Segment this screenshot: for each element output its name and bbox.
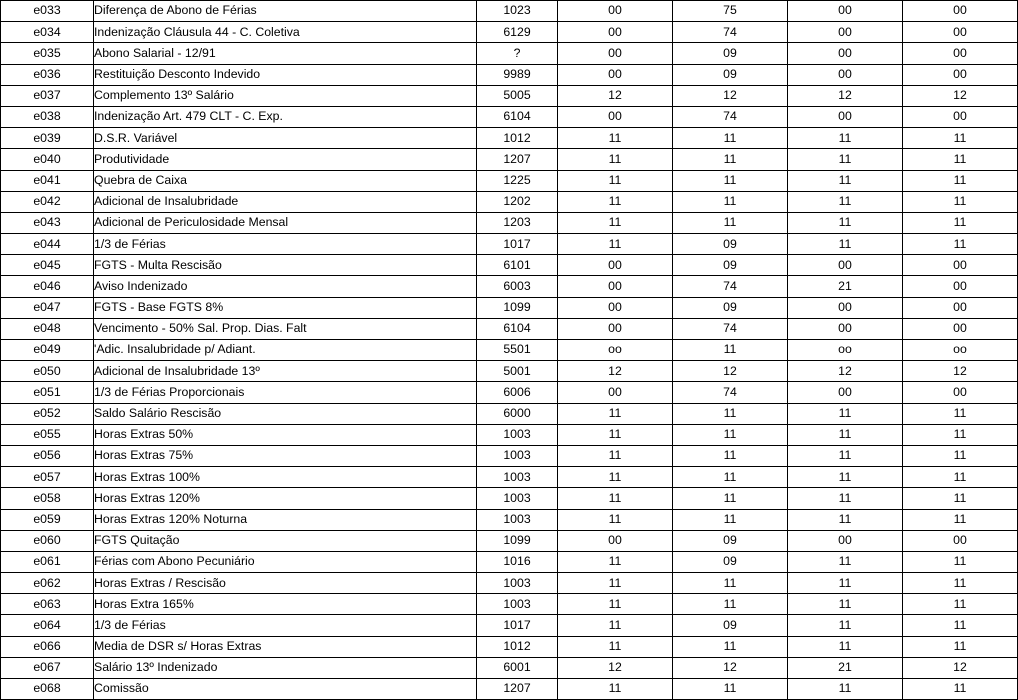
cell-value-4: 11 (903, 191, 1018, 212)
cell-value-2: 11 (673, 445, 788, 466)
cell-value-4: 00 (903, 297, 1018, 318)
cell-value-3: 11 (788, 191, 903, 212)
cell-value-1: 11 (558, 636, 673, 657)
cell-description: Salário 13º Indenizado (94, 657, 477, 678)
cell-value-4: 12 (903, 361, 1018, 382)
cell-value-3: 11 (788, 551, 903, 572)
table-row (1, 361, 1018, 382)
cell-value-3: 12 (788, 85, 903, 106)
cell-number: 1099 (477, 297, 558, 318)
cell-value-1: oo (558, 340, 673, 361)
cell-value-1: 11 (558, 679, 673, 700)
cell-value-4: 11 (903, 636, 1018, 657)
cell-value-3: 00 (788, 255, 903, 276)
table-row (1, 276, 1018, 297)
cell-description: Indenização Cláusula 44 - C. Coletiva (94, 22, 477, 43)
cell-number: 1016 (477, 551, 558, 572)
table-row (1, 1, 1018, 22)
cell-description: 1/3 de Férias Proporcionais (94, 382, 477, 403)
cell-number: 1003 (477, 509, 558, 530)
cell-value-2: 74 (673, 106, 788, 127)
cell-value-2: 11 (673, 424, 788, 445)
cell-value-3: 00 (788, 530, 903, 551)
cell-code: e049 (1, 340, 94, 361)
cell-description: Horas Extras / Rescisão (94, 573, 477, 594)
cell-code: e033 (1, 1, 94, 22)
cell-description: Saldo Salário Rescisão (94, 403, 477, 424)
cell-value-3: 00 (788, 1, 903, 22)
cell-description: 1/3 de Férias (94, 234, 477, 255)
cell-value-3: 11 (788, 149, 903, 170)
cell-value-4: 00 (903, 106, 1018, 127)
cell-value-4: 11 (903, 615, 1018, 636)
cell-number: 1003 (477, 467, 558, 488)
cell-value-3: 11 (788, 636, 903, 657)
cell-description: Adicional de Insalubridade 13º (94, 361, 477, 382)
cell-code: e041 (1, 170, 94, 191)
cell-value-3: 00 (788, 43, 903, 64)
table-row (1, 509, 1018, 530)
cell-code: e037 (1, 85, 94, 106)
cell-description: Quebra de Caixa (94, 170, 477, 191)
cell-value-2: 11 (673, 573, 788, 594)
cell-value-3: 00 (788, 382, 903, 403)
cell-value-3: 11 (788, 170, 903, 191)
cell-number: 6129 (477, 22, 558, 43)
cell-description: FGTS Quitação (94, 530, 477, 551)
cell-value-1: 00 (558, 276, 673, 297)
cell-code: e068 (1, 679, 94, 700)
cell-description: FGTS - Multa Rescisão (94, 255, 477, 276)
cell-value-2: 09 (673, 297, 788, 318)
table-row (1, 551, 1018, 572)
cell-code: e058 (1, 488, 94, 509)
cell-description: D.S.R. Variável (94, 128, 477, 149)
cell-description: Adicional de Insalubridade (94, 191, 477, 212)
cell-value-1: 11 (558, 170, 673, 191)
cell-value-1: 11 (558, 615, 673, 636)
cell-description: Diferença de Abono de Férias (94, 1, 477, 22)
table-row (1, 467, 1018, 488)
cell-value-2: 12 (673, 85, 788, 106)
cell-value-2: 11 (673, 170, 788, 191)
cell-description: 'Adic. Insalubridade p/ Adiant. (94, 340, 477, 361)
cell-value-1: 11 (558, 445, 673, 466)
cell-value-4: 12 (903, 85, 1018, 106)
cell-value-4: 11 (903, 573, 1018, 594)
cell-value-1: 00 (558, 22, 673, 43)
table-row (1, 340, 1018, 361)
cell-code: e066 (1, 636, 94, 657)
cell-number: 1003 (477, 424, 558, 445)
cell-code: e042 (1, 191, 94, 212)
cell-value-4: 00 (903, 255, 1018, 276)
cell-value-1: 00 (558, 64, 673, 85)
cell-value-1: 12 (558, 657, 673, 678)
cell-description: Produtividade (94, 149, 477, 170)
cell-code: e061 (1, 551, 94, 572)
table-row (1, 382, 1018, 403)
cell-value-4: 12 (903, 657, 1018, 678)
cell-value-2: 11 (673, 212, 788, 233)
table-row (1, 149, 1018, 170)
cell-value-2: 09 (673, 551, 788, 572)
cell-value-2: 74 (673, 318, 788, 339)
cell-value-4: 00 (903, 22, 1018, 43)
cell-value-3: 11 (788, 573, 903, 594)
cell-value-2: 11 (673, 488, 788, 509)
table-row (1, 445, 1018, 466)
cell-value-1: 11 (558, 488, 673, 509)
cell-number: 1207 (477, 149, 558, 170)
table-row (1, 679, 1018, 700)
cell-value-2: 09 (673, 234, 788, 255)
cell-description: Horas Extras 50% (94, 424, 477, 445)
cell-value-1: 00 (558, 106, 673, 127)
cell-value-4: 11 (903, 149, 1018, 170)
cell-description: Restituição Desconto Indevido (94, 64, 477, 85)
cell-number: 1203 (477, 212, 558, 233)
table-row (1, 594, 1018, 615)
cell-value-1: 12 (558, 361, 673, 382)
cell-number: 1003 (477, 445, 558, 466)
cell-value-3: 00 (788, 64, 903, 85)
cell-description: Media de DSR s/ Horas Extras (94, 636, 477, 657)
cell-code: e056 (1, 445, 94, 466)
table-row (1, 488, 1018, 509)
cell-value-1: 11 (558, 573, 673, 594)
cell-value-3: 11 (788, 212, 903, 233)
cell-number: 1225 (477, 170, 558, 191)
cell-value-4: 00 (903, 530, 1018, 551)
cell-value-4: 11 (903, 509, 1018, 530)
cell-number: 6006 (477, 382, 558, 403)
cell-value-2: 09 (673, 615, 788, 636)
table-row (1, 22, 1018, 43)
cell-code: e067 (1, 657, 94, 678)
cell-number: 5501 (477, 340, 558, 361)
cell-code: e057 (1, 467, 94, 488)
cell-description: Horas Extras 75% (94, 445, 477, 466)
cell-value-1: 00 (558, 255, 673, 276)
cell-description: Adicional de Periculosidade Mensal (94, 212, 477, 233)
cell-number: ? (477, 43, 558, 64)
table-row (1, 657, 1018, 678)
cell-value-2: 11 (673, 403, 788, 424)
cell-code: e062 (1, 573, 94, 594)
cell-value-1: 11 (558, 424, 673, 445)
cell-value-1: 11 (558, 191, 673, 212)
cell-code: e064 (1, 615, 94, 636)
cell-code: e050 (1, 361, 94, 382)
table-row (1, 297, 1018, 318)
cell-value-1: 11 (558, 509, 673, 530)
cell-value-4: 00 (903, 318, 1018, 339)
cell-value-2: 74 (673, 382, 788, 403)
cell-value-2: 11 (673, 594, 788, 615)
cell-value-4: 11 (903, 594, 1018, 615)
cell-value-3: 00 (788, 318, 903, 339)
cell-value-3: oo (788, 340, 903, 361)
cell-value-3: 11 (788, 679, 903, 700)
cell-value-4: 11 (903, 679, 1018, 700)
cell-description: FGTS - Base FGTS 8% (94, 297, 477, 318)
cell-description: Horas Extras 120% (94, 488, 477, 509)
cell-value-2: 11 (673, 149, 788, 170)
cell-code: e036 (1, 64, 94, 85)
cell-value-4: 11 (903, 551, 1018, 572)
cell-code: e060 (1, 530, 94, 551)
cell-value-1: 11 (558, 594, 673, 615)
table-row (1, 85, 1018, 106)
table-row (1, 424, 1018, 445)
table-row (1, 615, 1018, 636)
cell-value-3: 11 (788, 424, 903, 445)
cell-value-2: 09 (673, 64, 788, 85)
cell-code: e040 (1, 149, 94, 170)
cell-value-2: 11 (673, 679, 788, 700)
cell-value-2: 11 (673, 509, 788, 530)
cell-value-4: 00 (903, 276, 1018, 297)
cell-description: Horas Extras 100% (94, 467, 477, 488)
cell-value-2: 75 (673, 1, 788, 22)
cell-number: 6101 (477, 255, 558, 276)
table-row (1, 43, 1018, 64)
cell-value-3: 11 (788, 615, 903, 636)
table-row (1, 636, 1018, 657)
cell-value-4: 00 (903, 382, 1018, 403)
cell-value-2: 11 (673, 340, 788, 361)
cell-description: Indenização Art. 479 CLT - C. Exp. (94, 106, 477, 127)
cell-number: 1012 (477, 636, 558, 657)
cell-number: 6003 (477, 276, 558, 297)
cell-value-1: 11 (558, 234, 673, 255)
cell-number: 1003 (477, 488, 558, 509)
cell-value-4: 11 (903, 445, 1018, 466)
cell-description: Horas Extras 120% Noturna (94, 509, 477, 530)
cell-number: 9989 (477, 64, 558, 85)
cell-value-4: oo (903, 340, 1018, 361)
cell-number: 1202 (477, 191, 558, 212)
cell-number: 1017 (477, 615, 558, 636)
cell-code: e063 (1, 594, 94, 615)
cell-value-1: 00 (558, 43, 673, 64)
cell-description: Comissão (94, 679, 477, 700)
cell-number: 1207 (477, 679, 558, 700)
cell-value-1: 11 (558, 149, 673, 170)
table-row (1, 128, 1018, 149)
cell-description: Aviso Indenizado (94, 276, 477, 297)
cell-value-1: 11 (558, 212, 673, 233)
cell-value-2: 09 (673, 255, 788, 276)
cell-code: e048 (1, 318, 94, 339)
cell-description: Horas Extra 165% (94, 594, 477, 615)
cell-value-3: 11 (788, 488, 903, 509)
cell-value-2: 11 (673, 467, 788, 488)
cell-code: e035 (1, 43, 94, 64)
table-row (1, 106, 1018, 127)
cell-value-4: 11 (903, 467, 1018, 488)
cell-number: 1003 (477, 573, 558, 594)
cell-value-4: 11 (903, 488, 1018, 509)
cell-number: 6104 (477, 106, 558, 127)
cell-value-1: 00 (558, 318, 673, 339)
cell-value-4: 11 (903, 212, 1018, 233)
cell-value-4: 11 (903, 424, 1018, 445)
cell-value-2: 12 (673, 361, 788, 382)
table-row (1, 573, 1018, 594)
cell-value-3: 11 (788, 234, 903, 255)
cell-code: e039 (1, 128, 94, 149)
cell-description: Complemento 13º Salário (94, 85, 477, 106)
table-row (1, 318, 1018, 339)
cell-value-1: 00 (558, 382, 673, 403)
cell-value-3: 21 (788, 276, 903, 297)
cell-value-2: 11 (673, 128, 788, 149)
cell-value-2: 74 (673, 22, 788, 43)
cell-code: e055 (1, 424, 94, 445)
cell-value-1: 11 (558, 128, 673, 149)
cell-value-4: 11 (903, 403, 1018, 424)
cell-value-3: 00 (788, 106, 903, 127)
cell-number: 6001 (477, 657, 558, 678)
cell-value-1: 00 (558, 530, 673, 551)
cell-number: 1023 (477, 1, 558, 22)
cell-number: 5001 (477, 361, 558, 382)
cell-value-2: 11 (673, 191, 788, 212)
cell-value-4: 11 (903, 170, 1018, 191)
cell-code: e034 (1, 22, 94, 43)
table-row (1, 530, 1018, 551)
cell-description: Abono Salarial - 12/91 (94, 43, 477, 64)
cell-code: e051 (1, 382, 94, 403)
cell-code: e047 (1, 297, 94, 318)
table-row (1, 255, 1018, 276)
cell-value-3: 11 (788, 467, 903, 488)
cell-value-3: 12 (788, 361, 903, 382)
cell-value-3: 11 (788, 403, 903, 424)
table-body (1, 1, 1018, 700)
cell-value-1: 11 (558, 551, 673, 572)
cell-value-1: 11 (558, 467, 673, 488)
cell-number: 5005 (477, 85, 558, 106)
cell-description: 1/3 de Férias (94, 615, 477, 636)
cell-code: e043 (1, 212, 94, 233)
cell-number: 1099 (477, 530, 558, 551)
cell-number: 1017 (477, 234, 558, 255)
cell-number: 6104 (477, 318, 558, 339)
cell-number: 1012 (477, 128, 558, 149)
cell-value-2: 12 (673, 657, 788, 678)
cell-value-3: 21 (788, 657, 903, 678)
cell-value-3: 00 (788, 22, 903, 43)
cell-code: e038 (1, 106, 94, 127)
table-row (1, 212, 1018, 233)
cell-value-4: 00 (903, 43, 1018, 64)
table-row (1, 234, 1018, 255)
cell-value-2: 09 (673, 530, 788, 551)
cell-value-1: 12 (558, 85, 673, 106)
cell-value-3: 11 (788, 128, 903, 149)
cell-value-4: 11 (903, 128, 1018, 149)
cell-value-2: 11 (673, 636, 788, 657)
cell-code: e052 (1, 403, 94, 424)
table-row (1, 403, 1018, 424)
cell-value-4: 00 (903, 64, 1018, 85)
table-row (1, 191, 1018, 212)
cell-value-4: 00 (903, 1, 1018, 22)
cell-value-3: 11 (788, 445, 903, 466)
table-row (1, 170, 1018, 191)
cell-number: 1003 (477, 594, 558, 615)
cell-description: Vencimento - 50% Sal. Prop. Dias. Falt (94, 318, 477, 339)
cell-code: e044 (1, 234, 94, 255)
cell-value-1: 00 (558, 297, 673, 318)
cell-value-1: 00 (558, 1, 673, 22)
cell-value-4: 11 (903, 234, 1018, 255)
cell-code: e059 (1, 509, 94, 530)
cell-code: e045 (1, 255, 94, 276)
cell-value-3: 11 (788, 594, 903, 615)
cell-value-3: 00 (788, 297, 903, 318)
cell-number: 6000 (477, 403, 558, 424)
table-row (1, 64, 1018, 85)
cell-code: e046 (1, 276, 94, 297)
cell-value-3: 11 (788, 509, 903, 530)
cell-description: Férias com Abono Pecuniário (94, 551, 477, 572)
cell-value-1: 11 (558, 403, 673, 424)
cell-value-2: 09 (673, 43, 788, 64)
cell-value-2: 74 (673, 276, 788, 297)
